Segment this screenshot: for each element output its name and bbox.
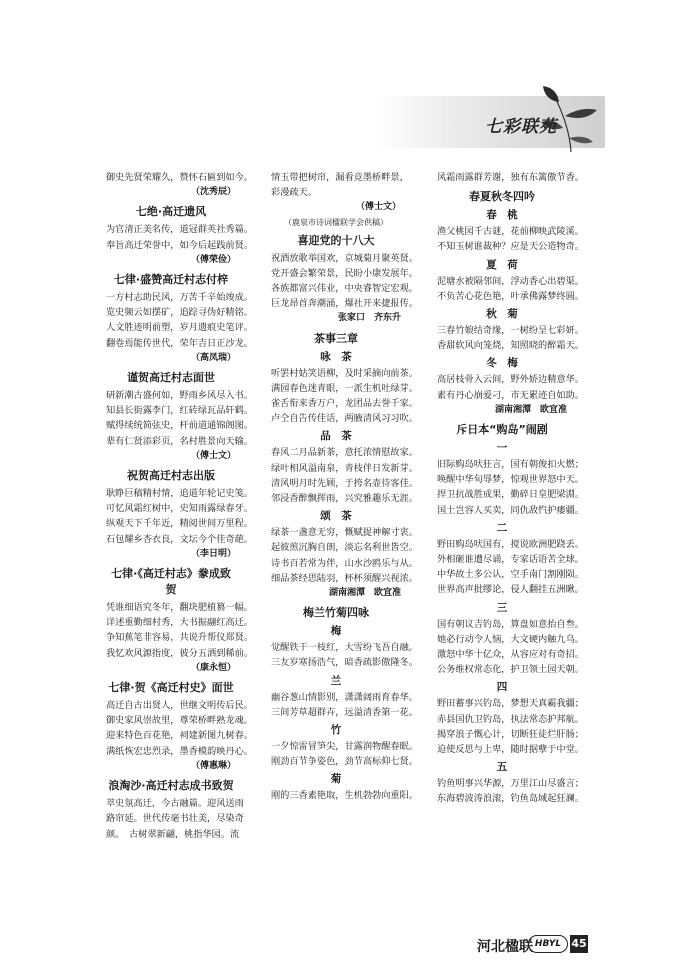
poem-line: 不知玉树谁裁种？应是天公造物奇。 <box>437 241 584 253</box>
poem-subtitle: 梅 <box>330 625 342 638</box>
poem-title: 七律·《高迁村志》豢成致贺 <box>111 567 231 597</box>
poem-line: 迫使反思与上卑，随时据孽于中堂。 <box>437 744 584 756</box>
poem-author: （傅士文） <box>355 202 401 213</box>
poem-line: 辈有仁贤添彩页，名村胜景向天输。 <box>106 435 253 447</box>
magazine-logo: HBYL <box>528 935 568 953</box>
poem-line: 御史先贤荣耀久，赞怀石匾到如今。 <box>106 172 253 183</box>
poem-line: 觉醒铁干一枝红，大雪纷飞吾自融。 <box>271 642 418 654</box>
magazine-title: 河北楹联 <box>477 939 533 955</box>
source-note: （鹿泉市诗词楹联学会供稿） <box>284 217 388 227</box>
poem-subtitle: 品 茶 <box>320 430 352 443</box>
poem-line: 旧际购岛吠狂言，国有朝俊扣火燃； <box>437 459 584 471</box>
poem-line: 一夕惊雷冒笋尖，甘露润物醒春眠。 <box>271 741 418 753</box>
poem-line: 国有朝议吉钓岛，算盘如意抬自叁。 <box>437 618 584 630</box>
poem-title: 祝贺高迁村志出版 <box>127 469 215 483</box>
poem-line: 幽谷葱山情影别，潇潇阔雨育春华。 <box>271 691 418 703</box>
poem-title: 梅兰竹菊四咏 <box>303 606 369 620</box>
poem-subtitle: 秋 菊 <box>486 308 518 321</box>
poem-line: 清风明月时先顾，于挎名壶待客佳。 <box>271 477 418 489</box>
poem-line: 刚的三香素艳取，生机勃勃向重阳。 <box>271 790 418 802</box>
poem-line: 知县长街露李门，红砖绿瓦品轩鹤。 <box>106 405 253 417</box>
poem-line: 为官清正美名传，道冠群英社秀篇。 <box>106 224 253 236</box>
poem-line: 人文胜迹明前塑，岁月遗痕史笔评。 <box>106 322 253 334</box>
poem-line: 我忆欢风源指度，彼分五洒到稀前。 <box>106 647 253 659</box>
poem-line: 情玉带把树帘，漏看竞墨桥畔景， <box>271 172 409 183</box>
poem-line: 风霜雨露群芳谢，独有东篱傲节香。 <box>437 172 584 183</box>
poem-line: 卢仝自告传佳话，两腋清风习习吹。 <box>271 413 418 425</box>
poem-line: 党开盛会繁荣景，民盼小康发展年。 <box>271 267 418 279</box>
poem-author: 湖南湘潭 欧宜准 <box>328 588 401 599</box>
banner-title: 七彩联苑 <box>485 117 557 137</box>
column-3 <box>437 170 584 807</box>
poem-subtitle: 冬 梅 <box>486 357 518 370</box>
poem-author: （沈秀辰） <box>190 187 236 198</box>
poem-line: 石包耀乡杏衣良，文坛今个佳奇葩。 <box>106 533 253 545</box>
poem-line: 不负苦心花色艳，叶承佛露梦终圆。 <box>437 290 584 302</box>
poem-line: 翻卷焉能传世代，荣年吉日正沙龙。 <box>106 337 253 349</box>
poem-line: 诗书百若常为伴，山水沙鸥乐与从。 <box>271 557 418 569</box>
poem-line: 东海碧波涛浪滚，钓鱼岛域起狂澜。 <box>437 793 584 805</box>
poem-line: 渔父桃园千古谜，花前柳映武陵溪。 <box>437 226 584 238</box>
poem-subtitle: 五 <box>496 761 508 774</box>
poem-line: 奉旨高迁荣誉中，如今后起践前贤。 <box>106 239 253 251</box>
poem-line: 三间芳草超群卉，远溢清香第一花。 <box>271 706 418 718</box>
poem-line: 览史频云如摆矿，追踪寻伪好精铭。 <box>106 307 253 319</box>
poem-line: 细品茶经思陆羽，杯杯须醒兴视浓。 <box>271 572 418 584</box>
poem-line: 国土岂容人买卖，同仇敌忾护痿疆。 <box>437 504 584 516</box>
poem-line: 研新潮古盛何如，野雨乡风尽入书。 <box>106 390 253 402</box>
poem-line: 三友岁寒扬浩气，暗香疏影傲隆冬。 <box>271 657 418 669</box>
poem-line: 可忆风霜红树中，史知雨露绿春牙。 <box>106 503 253 515</box>
column-2 <box>271 170 418 804</box>
poem-line: 一方村志助民风，万苦千辛始竣成。 <box>106 292 253 304</box>
poem-subtitle: 夏 荷 <box>486 258 518 271</box>
poem-line: 三春竹娘结奇缘，一树纷呈七彩妍。 <box>437 325 584 337</box>
poem-title: 喜迎党的十八大 <box>297 233 375 247</box>
poem-line: 中华故土多公认，空手南门割刚陨。 <box>437 569 584 581</box>
poem-subtitle: 一 <box>496 442 508 455</box>
poem-subtitle: 四 <box>496 681 508 694</box>
poem-author: 湖南湘潭 欧宜准 <box>494 404 567 415</box>
poem-subtitle: 咏 茶 <box>320 350 352 363</box>
poem-line: 捍卫抗战胜成果，勤碎日皇肥梁淵。 <box>437 489 584 501</box>
poem-line: 高居枝骨入云间，野外娇边精意华。 <box>437 374 584 386</box>
poem-line: 野田蓄事兴钓岛，梦想天真霸我疆； <box>437 698 584 710</box>
poem-line: 彩漫疏天。 <box>271 187 317 199</box>
section-banner <box>375 96 605 148</box>
poem-line: 揭穿浪子慨心计，切断狂徒烂肝肠； <box>437 728 584 740</box>
poem-line: 赋得续统简弦史，杆前道通锦阁图。 <box>106 420 253 432</box>
poem-line: 起彼煎沉胸自朗，淡忘名利世皆空。 <box>271 542 418 554</box>
poem-title: 七律·贺《高迁村史》面世 <box>108 681 234 695</box>
poem-title: 茶事三章 <box>314 331 358 345</box>
poem-line: 她必行动令人恼，大文硬内触九乌。 <box>437 633 584 645</box>
poem-line: 唤醒中华旬辱梦，惊观世界怒中天。 <box>437 474 584 486</box>
poem-title: 浪淘沙·高迁村志成书致贺 <box>108 779 234 793</box>
poem-line: 颜。 古树翠新翩，桃指华园。流 <box>106 828 240 840</box>
poem-line: 钓鱼明事兴华源，万里江山尽盛言； <box>437 778 584 790</box>
poem-title: 七绝·高迁遗风 <box>135 205 207 219</box>
poem-line: 世界高声批缪论，侵人翻挂五洲瞅。 <box>437 584 584 596</box>
poem-subtitle: 竹 <box>330 724 342 737</box>
column-1 <box>106 170 253 842</box>
poem-title: 谨贺高迁村志面世 <box>127 371 215 385</box>
poem-line: 春风二月品新茶，意托浓情慰故家。 <box>271 447 418 459</box>
poem-title: 斥日本“购岛”闹剧 <box>456 423 548 437</box>
poem-line: 素有丹心崩爱刁，市无累迹自如助。 <box>437 389 584 401</box>
poem-line: 路帘延。世代传毫书壮美，尽染奇 <box>106 813 244 825</box>
poem-subtitle: 三 <box>496 601 508 614</box>
poem-author: （傅荣俭） <box>190 254 236 265</box>
poem-line: 绿叶相风溢南泉，青枝伴日发新芽。 <box>271 462 418 474</box>
poem-author: （傅士文） <box>190 450 236 461</box>
poem-line: 满园春色迷青眼，一派生机吐绿芽。 <box>271 382 418 394</box>
poem-line: 萃史氛高迁，今古融篇。迎风送雨 <box>106 798 244 810</box>
poem-line: 赤县国仇卫钓岛，执法常态护邦航。 <box>437 713 584 725</box>
poem-subtitle: 菊 <box>330 773 342 786</box>
poem-line: 激怒中华十亿众，从容应对有奇招。 <box>437 649 584 661</box>
poem-author: （高凤瑞） <box>190 352 236 363</box>
poem-title: 春夏秋冬四吟 <box>469 190 535 204</box>
poem-line: 雀舌衔来香万户，龙团品去誉千家。 <box>271 398 418 410</box>
poem-author: 张家口 齐东升 <box>337 313 401 324</box>
poem-line: 香甜软风向笼烧，知照晓的醉霜天。 <box>437 340 584 352</box>
poem-line: 详述重勤细村秀，大书振翮红高迁。 <box>106 617 253 629</box>
poem-line: 野田购岛吠国有，搅说欧洲肥跷丢。 <box>437 538 584 550</box>
poem-line: 凭谁细语究冬年，翻块肥植篡一幅。 <box>106 602 253 614</box>
poem-author: （康永恒） <box>190 662 236 673</box>
poem-line: 外相砸谁遭尽诵，专家话语苦全球。 <box>437 554 584 566</box>
page-number: 45 <box>570 935 588 953</box>
poem-line: 巨龙昂首奔潮涌，爆社开来捷报传。 <box>271 298 418 310</box>
poem-subtitle: 颂 茶 <box>320 510 352 523</box>
poem-subtitle: 二 <box>496 521 508 534</box>
poem-line: 御史家风崇故里，尊荣桥畔熟龙魂。 <box>106 715 253 727</box>
poem-line: 绿茶一盏意无穷，慨赋捉神解寸衷。 <box>271 527 418 539</box>
poem-subtitle: 春 桃 <box>486 209 518 222</box>
poem-line: 满纸恢宏忠烈录，墨香模韵映丹心。 <box>106 745 253 757</box>
poem-subtitle: 兰 <box>330 674 342 687</box>
poem-line: 邻浸香醉飘挥雨，兴究雅趣乐无涯。 <box>271 493 418 505</box>
poem-line: 听罢村姑笑语柳，及时采摘向前茶。 <box>271 367 418 379</box>
poem-line: 高迁自古出贤人，世继文明传后民。 <box>106 700 253 712</box>
poem-line: 各族都富兴伟业，中央睿智定宏观。 <box>271 283 418 295</box>
poem-line: 迎来特色百花艳，祠建新图九树春。 <box>106 730 253 742</box>
poem-line: 刚劲百节争姿色，劲节高标仰七贤。 <box>271 756 418 768</box>
poem-line: 祝酒放歌举国欢，京城菊月聚英贤。 <box>271 252 418 264</box>
poem-line: 耿睁巨稿精村情，追道年轮记史笺。 <box>106 488 253 500</box>
poem-author: （傅惠琳） <box>190 760 236 771</box>
poem-line: 泥塘水被隔邻间，浮动香心出碧渠。 <box>437 275 584 287</box>
poem-line: 纵观天下千年近，精阅世间万里程。 <box>106 518 253 530</box>
poem-line: 争知蕉笔非容易，共说升帮仪郑贤。 <box>106 632 253 644</box>
poem-title: 七律·盛赞高迁村志付梓 <box>113 273 229 287</box>
poem-author: （李日明） <box>190 548 236 559</box>
poem-line: 公务维权常态化，护卫领土园天朝。 <box>437 664 584 676</box>
